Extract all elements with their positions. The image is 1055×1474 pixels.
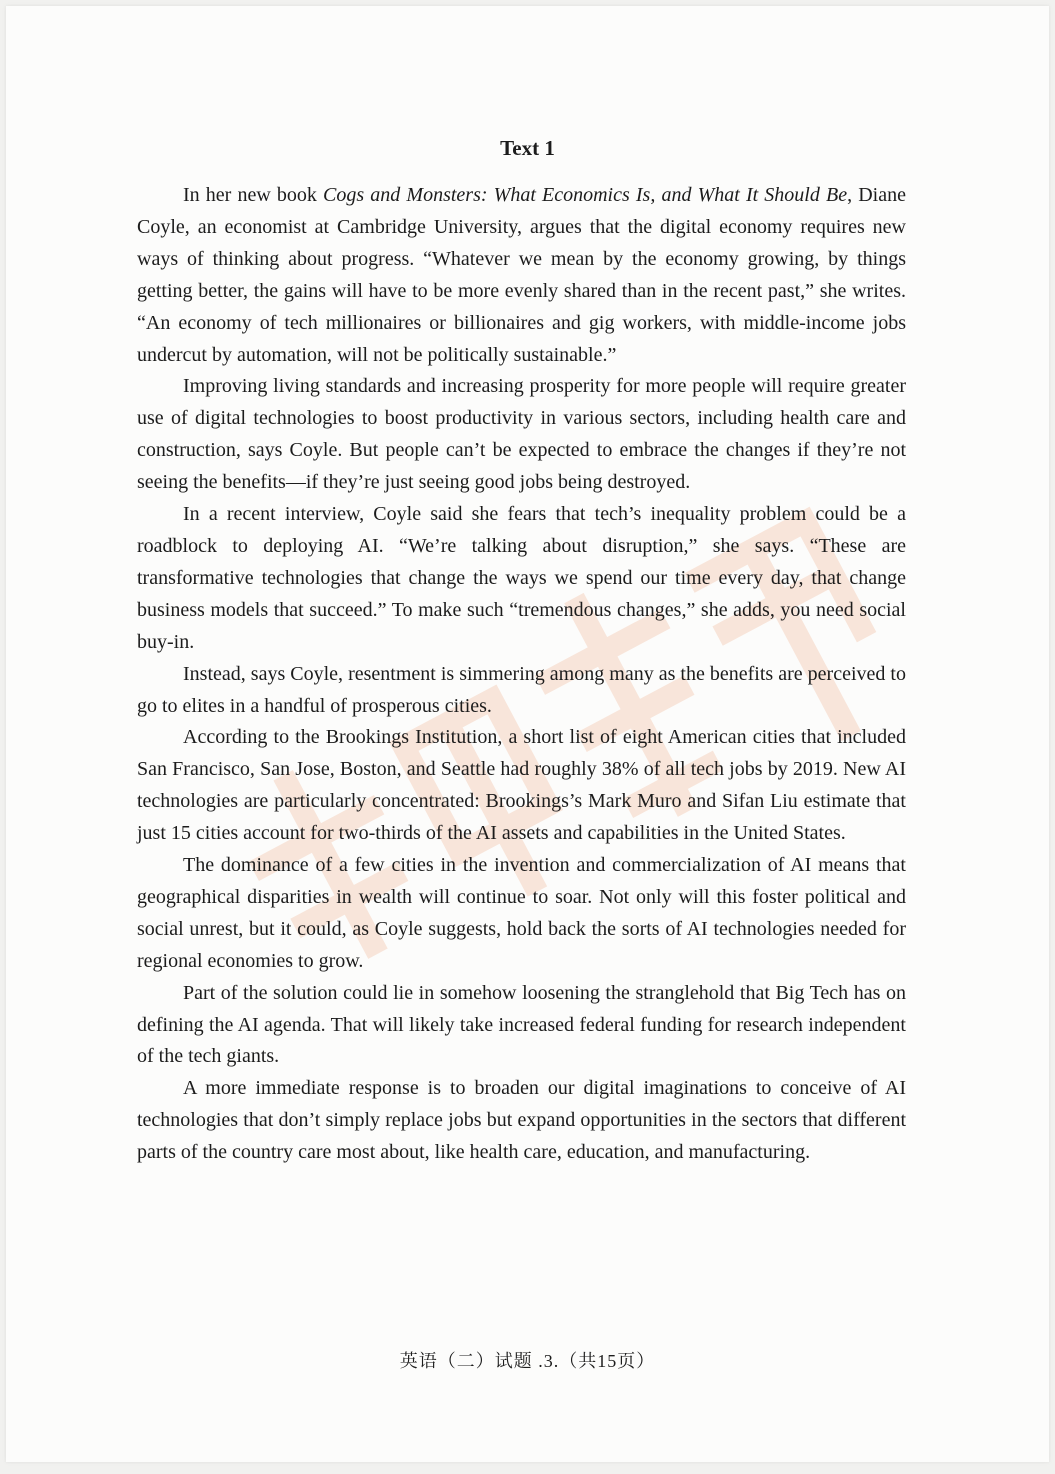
page-title: Text 1 <box>500 136 555 160</box>
article-body <box>137 180 906 1169</box>
exam-page <box>6 6 1049 1462</box>
book-title: Cogs and Monsters: What Economics Is, and What It Should Be <box>323 184 848 206</box>
paragraph-1 <box>137 180 906 371</box>
paragraph-4: Instead, says Coyle, resentment is simmering among many as the benefits are perceived to go to elites in a handful of prosperous cities. <box>137 662 906 717</box>
paragraph-2: Improving living standards and increasing prosperity for more people will require greater use of digital technologies to boost productivity in various sectors, including health care and construction, says Coyle. But people can’t be expected to embrace the changes if they’re not seeing the benefits—if they’re just seeing good jobs being destroyed. <box>137 375 906 494</box>
paragraph-1-text: , Diane Coyle, an economist at Cambridge University, argues that the digital economy requires new ways of thinking about progress. “Whatever we mean by the economy growing, by things getting better, the gains will have to be more evenly shared than in the recent past,” she writes. “An economy of tech millionaires or billionaires and gig workers, with middle-income jobs undercut by automation, will not be politically sustainable.” <box>137 184 906 366</box>
paragraph-5: According to the Brookings Institution, a short list of eight American cities that included San Francisco, San Jose, Boston, and Seattle had roughly 38% of all tech jobs by 2019. New AI technologies are particularly concentrated: Brookings’s Mark Muro and Sifan Liu estimate that just 15 cities account for two-thirds of the AI assets and capabilities in the United States. <box>137 726 906 845</box>
paragraph-6: The dominance of a few cities in the invention and commercialization of AI means that geographical disparities in wealth will continue to soar. Not only will this foster political and social unrest, but it could, as Coyle suggests, hold back the sorts of AI technologies needed for regional economies to grow. <box>137 854 906 972</box>
paragraph-8: A more immediate response is to broaden our digital imaginations to conceive of AI technologies that don’t simply replace jobs but expand opportunities in the sectors that different parts of the country care most about, like health care, education, and manufacturing. <box>137 1077 906 1164</box>
paragraph-7: Part of the solution could lie in somehow loosening the stranglehold that Big Tech has on defining the AI agenda. That will likely take increased federal funding for research independent of the tech giants. <box>137 981 906 1068</box>
page-footer: 英语（二）试题 .3.（共15页） <box>399 1351 656 1371</box>
paragraph-3: In a recent interview, Coyle said she fears that tech’s inequality problem could be a roadblock to deploying AI. “We’re talking about disruption,” she says. “These are transformative technologies that change the ways we spend our time every day, that change business models that succeed.” To make such “tremendous changes,” she adds, you need social buy-in. <box>137 503 906 653</box>
paragraph-1-intro: In her new book <box>183 184 324 206</box>
